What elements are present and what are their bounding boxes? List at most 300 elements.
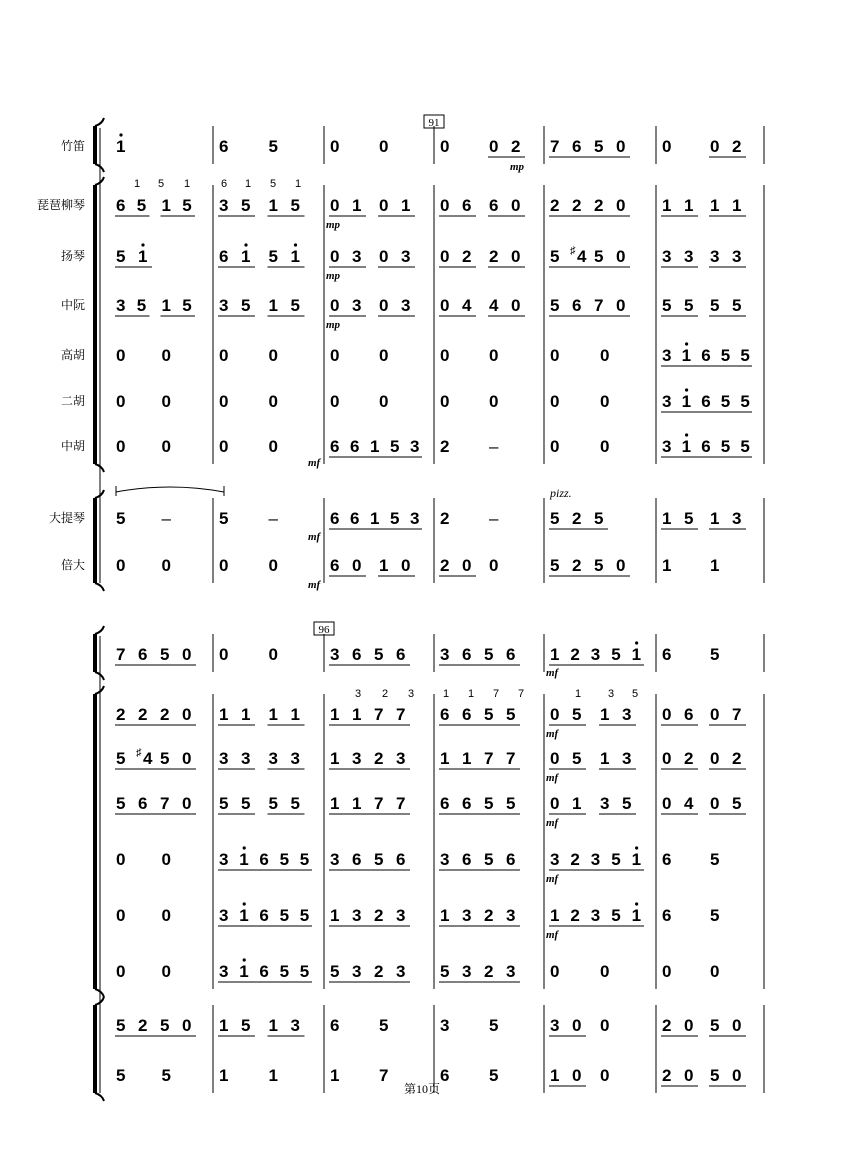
fingering-numeral: 1 (134, 178, 141, 190)
note: 1 (268, 296, 278, 315)
note: 7 (506, 749, 516, 768)
dynamic-mp: mp (326, 270, 341, 282)
note: 6 (138, 794, 148, 813)
note: 5 (662, 296, 672, 315)
note: 7 (396, 794, 406, 813)
note: 6 (396, 850, 406, 869)
note: 7 (594, 296, 604, 315)
note: 0 (268, 556, 278, 575)
note: 0 (440, 392, 450, 411)
note: 6 (684, 705, 694, 724)
note: 0 (489, 556, 499, 575)
note: 1 (572, 794, 582, 813)
note: 6 (352, 645, 362, 664)
note: 0 (182, 645, 192, 664)
note: 5 (611, 645, 621, 664)
note: 5 (116, 247, 126, 266)
note: 1 (440, 906, 450, 925)
note: 2 (116, 705, 126, 724)
note: 7 (396, 705, 406, 724)
fingering-numeral: 1 (575, 688, 582, 700)
note: 0 (616, 556, 626, 575)
note: 2 (374, 906, 384, 925)
note: 2 (462, 247, 472, 266)
dynamic-mp: mp (326, 319, 341, 331)
note: 6 (440, 705, 450, 724)
note: 5 (136, 196, 147, 215)
note: 1 (352, 705, 362, 724)
note: 5 (572, 705, 582, 724)
note: 5 (611, 850, 621, 869)
note: 1 (684, 196, 694, 215)
note: 2 (440, 556, 450, 575)
note: 0 (462, 556, 472, 575)
fingering-numeral: 1 (443, 688, 450, 700)
high-octave-dot (685, 433, 688, 436)
note: 5 (241, 1016, 251, 1035)
note: 0 (550, 437, 560, 456)
note: 3 (396, 749, 406, 768)
note: 5 (136, 296, 147, 315)
note: 5 (182, 296, 192, 315)
note: 0 (440, 346, 450, 365)
note: 0 (268, 437, 278, 456)
note: 7 (732, 705, 742, 724)
note: 2 (572, 196, 582, 215)
note: 3 (268, 749, 278, 768)
note: 6 (462, 794, 472, 813)
note: 3 (732, 247, 742, 266)
note: 3 (622, 749, 632, 768)
note: 5 (594, 556, 604, 575)
note: 1 (401, 196, 411, 215)
note: 5 (219, 509, 229, 528)
note: 5 (116, 794, 126, 813)
note: 2 (160, 705, 170, 724)
fingering-numeral: 3 (408, 688, 415, 700)
dash-extend: – (161, 509, 171, 528)
note-1-high: 1 (681, 437, 692, 456)
note: 0 (116, 392, 126, 411)
instrument-label: 大提琴 (48, 511, 85, 525)
note: 0 (330, 296, 340, 315)
instrument-label: 中阮 (60, 298, 85, 312)
note: 5 (572, 749, 582, 768)
note-1-high: 1 (631, 906, 642, 925)
note: 6 (219, 247, 229, 266)
note: 6 (259, 850, 269, 869)
note: 3 (219, 906, 229, 925)
note: 5 (116, 749, 126, 768)
note: 5 (241, 296, 251, 315)
note: 0 (330, 392, 340, 411)
note: 0 (219, 392, 229, 411)
note: 3 (550, 850, 560, 869)
tie-arc (116, 487, 224, 492)
note: 3 (600, 794, 610, 813)
note: 5 (550, 296, 560, 315)
note: 5 (710, 645, 720, 664)
note: 0 (379, 392, 389, 411)
note: 7 (379, 1066, 389, 1085)
note-1-high: 1 (239, 850, 249, 869)
note: 6 (701, 346, 711, 365)
note: 0 (572, 1016, 582, 1035)
note: 1 (330, 749, 340, 768)
note: 6 (116, 196, 126, 215)
note: 5 (550, 247, 560, 266)
note: 2 (662, 1066, 672, 1085)
bracket-hook (95, 583, 104, 591)
note: 6 (352, 850, 362, 869)
note: 3 (352, 296, 362, 315)
note: 0 (489, 346, 499, 365)
note: 6 (330, 556, 340, 575)
note: 0 (600, 392, 610, 411)
note: 0 (219, 437, 229, 456)
note: 0 (182, 1016, 192, 1035)
dynamic-mf: mf (546, 728, 559, 740)
note: 0 (330, 196, 340, 215)
note: 4 (489, 296, 499, 315)
note: 2 (684, 749, 694, 768)
note: 5 (611, 906, 621, 925)
note: 6 (462, 196, 472, 215)
note: 0 (600, 346, 610, 365)
note: 5 (268, 794, 278, 813)
note: 0 (572, 1066, 582, 1085)
note: 0 (489, 137, 499, 156)
note: 3 (241, 749, 251, 768)
fingering-numeral: 1 (245, 178, 252, 190)
note: 5 (279, 962, 290, 981)
note: 1 (330, 1066, 340, 1085)
high-octave-dot (635, 846, 638, 849)
note: 6 (572, 137, 582, 156)
note: 2 (440, 509, 450, 528)
note: 0 (600, 1016, 610, 1035)
sharp-sign: ♯ (570, 245, 576, 257)
note: 0 (401, 556, 411, 575)
note: 0 (161, 962, 171, 981)
note: 3 (290, 1016, 300, 1035)
note: 6 (506, 645, 516, 664)
note: 1 (352, 794, 362, 813)
fingering-numeral: 1 (295, 178, 302, 190)
note: 6 (701, 392, 711, 411)
note: 0 (550, 346, 560, 365)
note: 2 (484, 962, 494, 981)
note: 1 (290, 705, 300, 724)
note: 1 (219, 1016, 229, 1035)
note: 1 (550, 645, 560, 664)
pizz-marking: pizz. (550, 486, 572, 500)
fingering-numeral: 2 (382, 688, 389, 700)
note: 6 (138, 645, 148, 664)
note: 5 (740, 392, 750, 411)
dynamic-mf: mf (308, 579, 321, 591)
note: 1 (550, 906, 560, 925)
note: 1 (161, 196, 171, 215)
fingering-numeral: 7 (493, 688, 500, 700)
note: 2 (374, 749, 384, 768)
note: 3 (352, 247, 362, 266)
note: 0 (550, 705, 560, 724)
bracket-hook (95, 118, 104, 126)
high-octave-dot (635, 902, 638, 905)
note: 1 (600, 749, 610, 768)
note: 1 (440, 749, 450, 768)
note: 3 (116, 296, 126, 315)
note: 3 (462, 962, 472, 981)
note: 6 (259, 962, 269, 981)
high-octave-dot (685, 342, 688, 345)
note: 2 (550, 196, 560, 215)
note: 5 (440, 962, 450, 981)
note: 1 (662, 196, 672, 215)
note: 0 (116, 906, 126, 925)
note: 2 (732, 749, 742, 768)
note: 3 (662, 346, 672, 365)
note: 5 (160, 645, 170, 664)
note: 1 (370, 509, 380, 528)
high-octave-dot (243, 958, 246, 961)
note: 3 (410, 437, 420, 456)
note: 5 (550, 509, 560, 528)
note: 6 (462, 645, 472, 664)
note: 4 (462, 296, 472, 315)
dynamic-mp: mp (326, 219, 341, 231)
note-1-high: 1 (239, 906, 249, 925)
note: 5 (268, 247, 278, 266)
note: 0 (662, 749, 672, 768)
note: 1 (662, 556, 672, 575)
note-1-high: 1 (239, 962, 249, 981)
note: 0 (219, 346, 229, 365)
note: 5 (622, 794, 632, 813)
note-1-high: 1 (681, 392, 692, 411)
note: 4 (143, 749, 153, 768)
note: 1 (330, 906, 340, 925)
note: 3 (622, 705, 632, 724)
note: 5 (299, 906, 310, 925)
note: 5 (594, 137, 604, 156)
note: 1 (219, 705, 229, 724)
note: 6 (440, 794, 450, 813)
note: 0 (684, 1066, 694, 1085)
note: 0 (182, 705, 192, 724)
instrument-label: 中胡 (60, 439, 85, 453)
note: 1 (268, 196, 278, 215)
note: 5 (732, 794, 742, 813)
fingering-numeral: 1 (468, 688, 475, 700)
note: 5 (330, 962, 340, 981)
fingering-numeral: 1 (184, 178, 191, 190)
note: 2 (572, 509, 582, 528)
note: 5 (116, 1066, 126, 1085)
note: 0 (379, 247, 389, 266)
note: 2 (138, 705, 148, 724)
instrument-label: 高胡 (60, 348, 85, 362)
note: 5 (116, 1016, 126, 1035)
note: 3 (590, 645, 601, 664)
fingering-numeral: 3 (608, 688, 615, 700)
note: 1 (710, 509, 720, 528)
note: 5 (594, 509, 604, 528)
note: 5 (710, 296, 720, 315)
note: 2 (484, 906, 494, 925)
high-octave-dot (141, 243, 144, 246)
note: 0 (710, 137, 720, 156)
dynamic-mf: mf (546, 817, 559, 829)
note: 7 (374, 794, 384, 813)
note: 0 (268, 392, 278, 411)
note: 3 (219, 962, 229, 981)
bracket-hook (95, 626, 104, 634)
note: 0 (161, 850, 171, 869)
bracket-hook (95, 1093, 104, 1101)
note: 5 (374, 645, 384, 664)
note: 5 (684, 296, 694, 315)
note: 5 (116, 509, 126, 528)
rehearsal-mark-96: 96 (318, 624, 330, 636)
dynamic-mf: mf (308, 457, 321, 469)
dash-extend: – (489, 437, 499, 456)
note: 6 (440, 1066, 450, 1085)
fingering-numeral: 5 (270, 178, 277, 190)
note: 3 (219, 196, 229, 215)
high-octave-dot (119, 133, 122, 136)
note: 0 (710, 705, 720, 724)
instrument-label: 二胡 (60, 394, 85, 408)
note: 6 (462, 850, 472, 869)
note: 3 (290, 749, 300, 768)
instrument-label: 竹笛 (60, 139, 85, 153)
high-octave-dot (635, 641, 638, 644)
note: 3 (590, 850, 601, 869)
instrument-label: 倍大 (60, 558, 85, 572)
note: 3 (732, 509, 742, 528)
note: 5 (489, 1016, 499, 1035)
note: 3 (219, 296, 229, 315)
note: 5 (161, 1066, 171, 1085)
note: 6 (462, 705, 472, 724)
note: 0 (600, 1066, 610, 1085)
note: 5 (374, 850, 384, 869)
note: 3 (352, 962, 362, 981)
note: 3 (401, 247, 411, 266)
note: 3 (550, 1016, 560, 1035)
note: 1 (241, 705, 251, 724)
dash-extend: – (268, 509, 278, 528)
note: 5 (740, 437, 750, 456)
note: 6 (489, 196, 499, 215)
note: 5 (489, 1066, 499, 1085)
note: 5 (732, 296, 742, 315)
note: 3 (396, 962, 406, 981)
note: 3 (396, 906, 406, 925)
note-1-high: 1 (290, 247, 300, 266)
note: 3 (662, 392, 672, 411)
note: 6 (259, 906, 269, 925)
note: 1 (370, 437, 380, 456)
rehearsal-mark-91: 91 (428, 117, 440, 129)
note: 0 (182, 794, 192, 813)
note: 5 (484, 705, 494, 724)
note: 5 (710, 906, 720, 925)
note: 3 (352, 906, 362, 925)
high-octave-dot (243, 902, 246, 905)
note: 3 (684, 247, 694, 266)
note: 4 (684, 794, 694, 813)
note: 3 (462, 906, 472, 925)
note: 5 (299, 962, 310, 981)
note: 0 (116, 850, 126, 869)
note: 5 (740, 346, 750, 365)
dash-extend: – (489, 509, 499, 528)
note: 0 (379, 296, 389, 315)
note: 3 (506, 906, 516, 925)
note: 7 (484, 749, 494, 768)
note: 0 (710, 794, 720, 813)
note: 0 (550, 392, 560, 411)
note: 5 (390, 509, 400, 528)
note: 0 (440, 196, 450, 215)
high-octave-dot (685, 388, 688, 391)
dynamic-mf: mf (546, 667, 559, 679)
note: 0 (616, 247, 626, 266)
note: 5 (684, 509, 694, 528)
note: 0 (550, 794, 560, 813)
note: 0 (440, 296, 450, 315)
note: 3 (410, 509, 420, 528)
sharp-sign: ♯ (136, 747, 142, 759)
note: 5 (160, 749, 170, 768)
note: 5 (484, 794, 494, 813)
note: 0 (511, 247, 521, 266)
note: 1 (600, 705, 610, 724)
note: 7 (550, 137, 560, 156)
note: 5 (379, 1016, 389, 1035)
note: 1 (268, 705, 278, 724)
note: 6 (701, 437, 711, 456)
note: 0 (684, 1016, 694, 1035)
note: 2 (570, 906, 580, 925)
note: 3 (330, 850, 340, 869)
note: 1 (330, 705, 340, 724)
note: 0 (182, 749, 192, 768)
note: 0 (662, 137, 672, 156)
note: 0 (662, 705, 672, 724)
note: 0 (161, 437, 171, 456)
note: 2 (732, 137, 742, 156)
note: 5 (241, 196, 251, 215)
note: 0 (379, 137, 389, 156)
note: 6 (330, 437, 340, 456)
note: 7 (116, 645, 126, 664)
note: 1 (710, 196, 720, 215)
note: 6 (350, 509, 360, 528)
note: 5 (290, 794, 300, 813)
note: 0 (511, 196, 521, 215)
note: 3 (662, 247, 672, 266)
fingering-numeral: 5 (158, 178, 165, 190)
note: 0 (116, 437, 126, 456)
note: 5 (241, 794, 251, 813)
note: 6 (219, 137, 229, 156)
note: 6 (330, 509, 340, 528)
note: 0 (161, 906, 171, 925)
